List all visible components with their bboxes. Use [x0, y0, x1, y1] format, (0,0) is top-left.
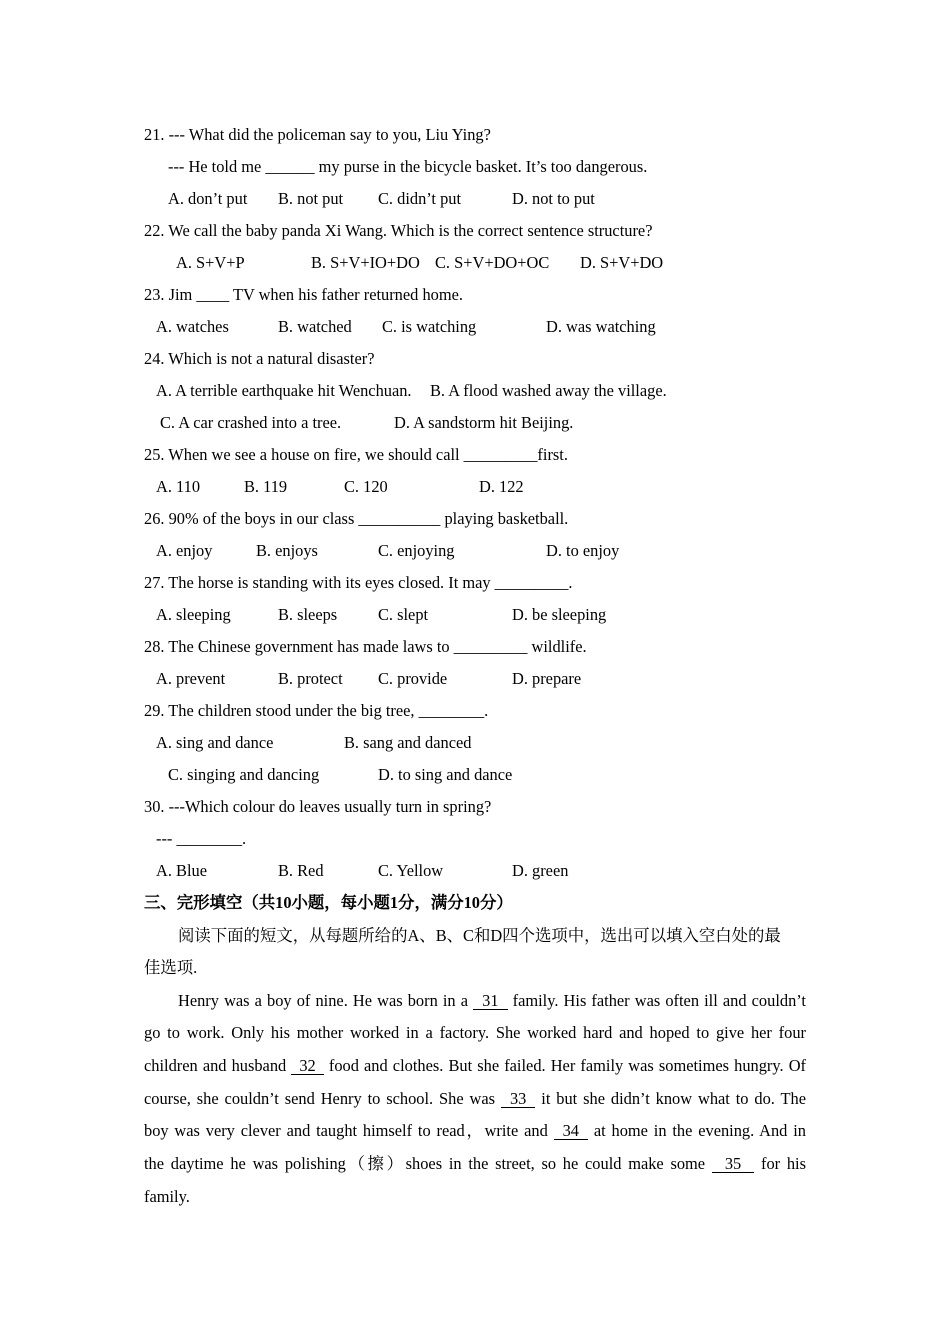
option-d: D. not to put [512, 189, 595, 208]
option-a: A. watches [156, 317, 229, 336]
question-30-reply: --- ________. [156, 829, 247, 848]
question-22-stem-row [0, 215, 950, 247]
option-a: A. Blue [156, 861, 207, 880]
blank-31: 31 [473, 993, 507, 1010]
passage-line-7: family. [144, 1186, 190, 1206]
option-d: D. to sing and dance [378, 765, 513, 784]
option-c: C. is watching [382, 317, 477, 336]
question-21-reply: --- He told me ______ my purse in the bicycle basket. It’s too dangerous. [168, 157, 648, 176]
option-a: A. S+V+P [176, 253, 245, 272]
question-27-stem-row [0, 567, 950, 599]
question-30-stem-row [0, 791, 950, 823]
blank-35: 35 [712, 1156, 754, 1173]
option-d: D. was watching [546, 317, 656, 336]
question-26-stem-row [0, 503, 950, 535]
passage-text: Henry was a boy of nine. He was born in a [178, 990, 469, 1010]
option-a: A. sleeping [156, 605, 231, 624]
question-29-stem-row [0, 695, 950, 727]
option-b: B. sleeps [278, 605, 338, 624]
blank-34: 34 [554, 1123, 588, 1140]
option-b: B. 119 [244, 477, 288, 496]
question-21-reply-row [0, 151, 950, 183]
option-b: B. S+V+IO+DO [311, 253, 420, 272]
question-29-options-line-2 [0, 759, 950, 791]
section-3-heading-row [0, 887, 950, 919]
option-b: B. Red [278, 861, 324, 880]
passage-text: course, she couldn’t send Henry to school. She was [144, 1088, 496, 1108]
option-a: A. don’t put [168, 189, 248, 208]
question-26-stem: 26. 90% of the boys in our class __________ playing basketball. [144, 509, 569, 528]
question-25-stem: 25. When we see a house on fire, we should call _________first. [144, 445, 568, 464]
question-24-stem-row [0, 343, 950, 375]
blank-32: 32 [291, 1058, 323, 1075]
cloze-section [144, 920, 806, 1214]
passage-line-5 [144, 1115, 806, 1148]
option-b: B. A flood washed away the village. [430, 381, 667, 400]
option-a: A. prevent [156, 669, 226, 688]
option-c: C. didn’t put [378, 189, 462, 208]
passage-line-4 [144, 1083, 806, 1116]
instructions-line-1: 阅读下面的短文，从每题所给的A、B、C和D四个选项中，选出可以填入空白处的最 [178, 925, 781, 945]
passage-line-6 [144, 1148, 806, 1181]
question-22-stem: 22. We call the baby panda Xi Wang. Which is the correct sentence structure? [144, 221, 653, 240]
multiple-choice-section [0, 119, 950, 919]
question-30-stem: 30. ---Which colour do leaves usually turn in spring? [144, 797, 492, 816]
passage-text: food and clothes. But she failed. Her family was sometimes hungry. Of [328, 1056, 806, 1076]
question-23-options [0, 311, 950, 343]
passage-text: boy was very clever and taught himself to read，write and [144, 1121, 548, 1141]
question-23-stem: 23. Jim ____ TV when his father returned home. [144, 285, 463, 304]
blank-33: 33 [501, 1091, 535, 1108]
option-d: D. be sleeping [512, 605, 607, 624]
question-25-stem-row [0, 439, 950, 471]
option-b: B. protect [278, 669, 343, 688]
passage-text: it but she didn’t know what to do. The [541, 1088, 806, 1108]
option-a: A. enjoy [156, 541, 213, 560]
question-28-options [0, 663, 950, 695]
option-a: A. sing and dance [156, 733, 274, 752]
option-b: B. sang and danced [344, 733, 472, 752]
passage-text: at home in the evening. And in [593, 1121, 806, 1141]
option-c: C. Yellow [378, 861, 444, 880]
option-c: C. slept [378, 605, 429, 624]
question-29-options-line-1 [0, 727, 950, 759]
option-b: B. watched [278, 317, 352, 336]
section-3-heading: 三、完形填空（共10小题，每小题1分，满分10分） [144, 893, 513, 912]
question-21-stem-row [0, 119, 950, 151]
question-27-stem: 27. The horse is standing with its eyes closed. It may _________. [144, 573, 573, 592]
question-21-options [0, 183, 950, 215]
option-c: C. A car crashed into a tree. [160, 413, 342, 432]
question-30-options [0, 855, 950, 887]
option-d: D. to enjoy [546, 541, 620, 560]
option-d: D. green [512, 861, 569, 880]
passage-line-3 [144, 1050, 806, 1083]
option-b: B. not put [278, 189, 344, 208]
question-24-stem: 24. Which is not a natural disaster? [144, 349, 375, 368]
passage-line-2: go to work. Only his mother worked in a factory. She worked hard and hoped to give her four [144, 1023, 806, 1043]
question-25-options [0, 471, 950, 503]
question-23-stem-row [0, 279, 950, 311]
question-24-options-line-1 [0, 375, 950, 407]
question-29-stem: 29. The children stood under the big tree, ________. [144, 701, 489, 720]
option-d: D. S+V+DO [580, 253, 664, 272]
option-d: D. 122 [479, 477, 524, 496]
option-d: D. prepare [512, 669, 582, 688]
question-24-options-line-2 [0, 407, 950, 439]
option-b: B. enjoys [256, 541, 318, 560]
passage-text: family. His father was often ill and couldn’t [512, 990, 806, 1010]
passage-text: the daytime he was polishing（擦）shoes in the street, so he could make some [144, 1154, 706, 1174]
question-28-stem: 28. The Chinese government has made laws to _________ wildlife. [144, 637, 587, 656]
option-c: C. enjoying [378, 541, 455, 560]
question-30-reply-row [0, 823, 950, 855]
question-28-stem-row [0, 631, 950, 663]
instructions-line-2: 佳选项. [144, 958, 198, 978]
passage-text: for his [760, 1154, 806, 1174]
option-a: A. A terrible earthquake hit Wenchuan. [156, 381, 412, 400]
question-27-options [0, 599, 950, 631]
passage-text: children and husband [144, 1056, 287, 1076]
question-26-options [0, 535, 950, 567]
option-c: C. S+V+DO+OC [435, 253, 550, 272]
option-c: C. 120 [344, 477, 388, 496]
option-c: C. provide [378, 669, 448, 688]
option-c: C. singing and dancing [168, 765, 320, 784]
option-d: D. A sandstorm hit Beijing. [394, 413, 574, 432]
passage-line-1 [178, 985, 806, 1018]
option-a: A. 110 [156, 477, 201, 496]
question-21-stem: 21. --- What did the policeman say to you, Liu Ying? [144, 125, 491, 144]
question-22-options [0, 247, 950, 279]
